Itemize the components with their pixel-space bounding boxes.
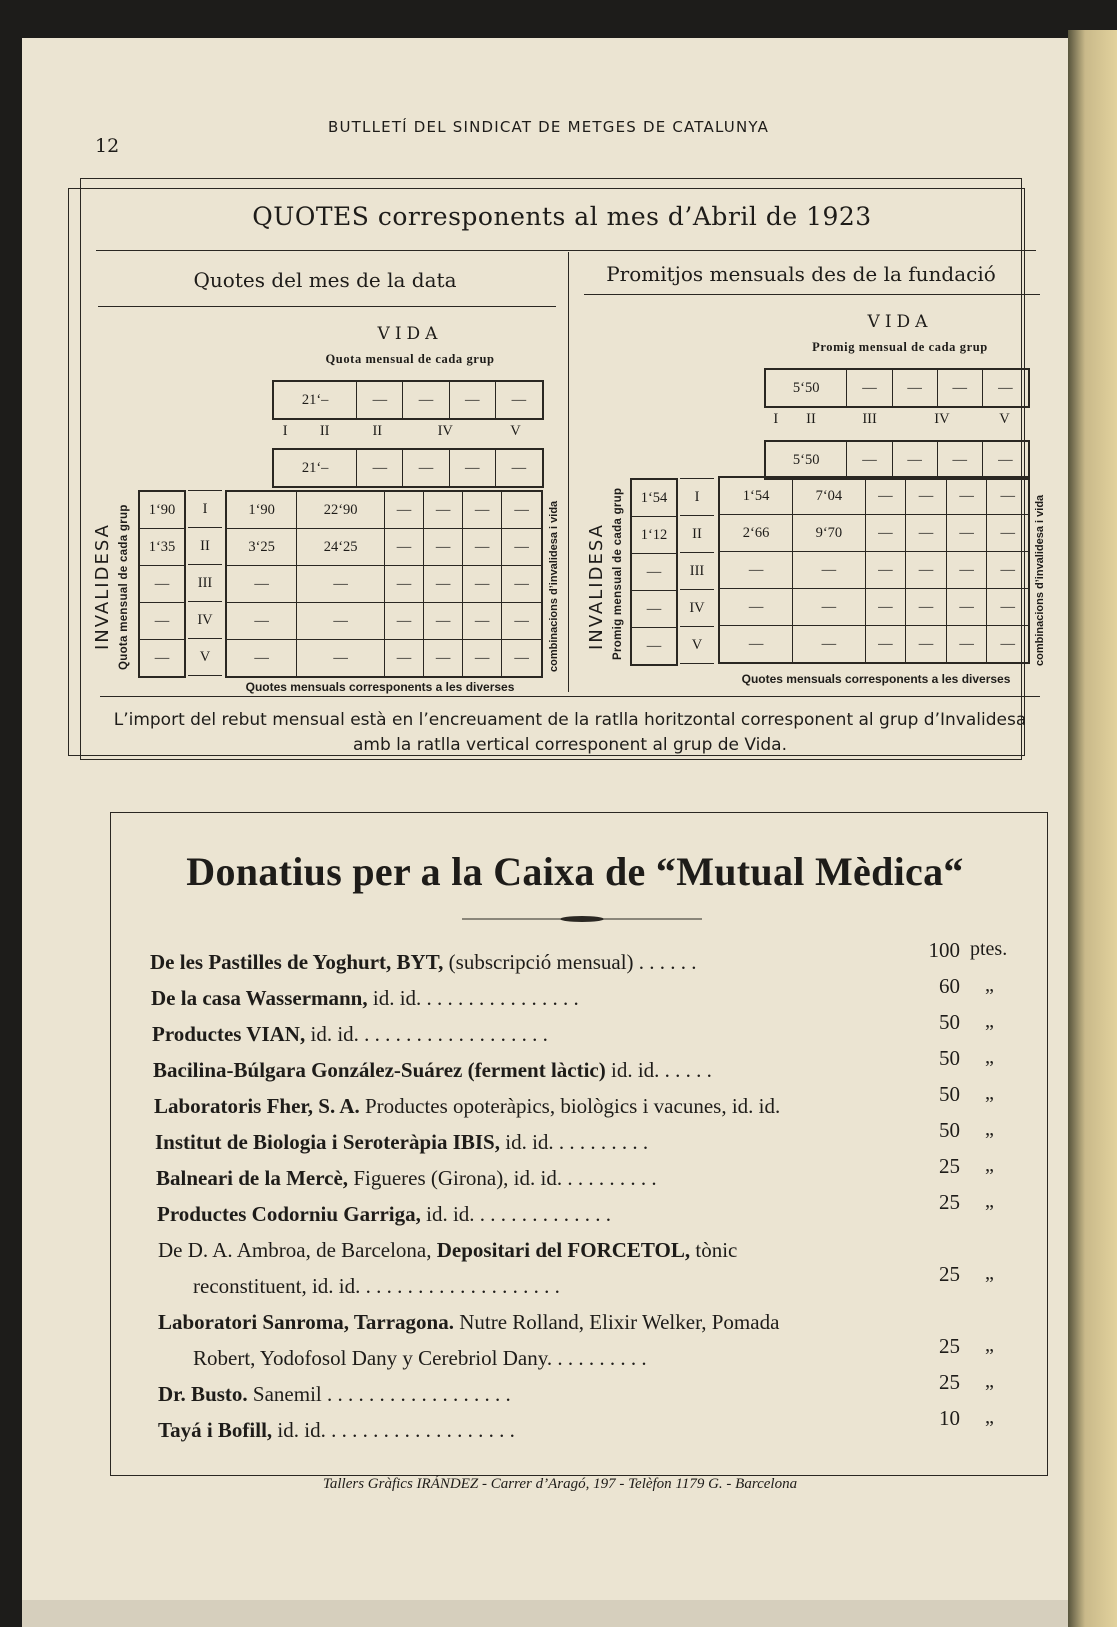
column-divider xyxy=(568,252,569,692)
invalidesa-group-cell: III xyxy=(188,565,222,602)
vida-top-cell: — xyxy=(495,381,543,419)
matrix-cell: — xyxy=(865,515,906,552)
donation-entry-continued: reconstituent, id. id. . . . . . . . . . . . . . . . . . . . xyxy=(193,1274,560,1298)
donation-detail: id. id. . . . . . . . . . . . . . . . . . . xyxy=(272,1418,515,1442)
matrix-cell: — xyxy=(463,566,502,603)
donation-entry-continued: Robert, Yodofosol Dany y Cerebriol Dany. . . . . . . . . . xyxy=(193,1346,647,1370)
matrix-cell: — xyxy=(297,640,385,678)
amount-unit: „ xyxy=(985,1118,994,1140)
matrix-cell: — xyxy=(719,626,793,664)
donor-name: De les Pastilles de Yoghurt, BYT, xyxy=(150,950,444,974)
donor-name: Dr. Busto. xyxy=(158,1382,248,1406)
note-rule xyxy=(100,696,1040,697)
vida-second-cell: 5‘50 xyxy=(765,441,847,479)
right-vida-second-row xyxy=(764,440,1030,480)
matrix-row xyxy=(719,552,1029,589)
vida-group-cell: V xyxy=(999,410,1010,427)
invalidesa-group-cell: IV xyxy=(680,590,714,627)
invalidesa-value-cell: 1‘12 xyxy=(631,517,677,554)
matrix-cell: 3‘25 xyxy=(226,529,297,566)
amount-unit: „ xyxy=(985,974,994,996)
matrix-cell: — xyxy=(463,603,502,640)
vida-second-cell: — xyxy=(937,441,982,479)
invalidesa-value-cell: — xyxy=(631,591,677,628)
donor-name: Laboratori Sanroma, Tarragona. xyxy=(158,1310,454,1334)
matrix-cell: — xyxy=(865,552,906,589)
matrix-cell: — xyxy=(946,626,987,664)
amount-unit: „ xyxy=(985,1262,994,1284)
matrix-cell: — xyxy=(987,589,1029,626)
donation-amount: 50 xyxy=(939,1082,960,1106)
invalidesa-value-cell: 1‘54 xyxy=(631,479,677,517)
printer-footer: Tallers Gràfics IRÁNDEZ - Carrer d’Aragó, 197 - Telèfon 1179 G. - Barcelona xyxy=(322,1476,798,1492)
left-heading: Quotes del mes de la data xyxy=(193,268,457,292)
right-invalidesa-groups xyxy=(680,478,714,664)
import-note-line-2: amb la ratlla vertical corresponent al grup de Vida. xyxy=(352,735,788,755)
matrix-cell: — xyxy=(719,552,793,589)
running-head: BUTLLETÍ DEL SINDICAT DE METGES DE CATALUNYA xyxy=(328,118,770,136)
matrix-cell: 22‘90 xyxy=(297,491,385,529)
left-invalidesa-sub: Quota mensual de cada grup xyxy=(118,504,130,670)
matrix-row xyxy=(226,640,542,678)
matrix-cell: — xyxy=(987,477,1029,515)
donation-detail: id. id. . . . . . . . . . xyxy=(499,1130,649,1154)
matrix-row xyxy=(719,477,1029,515)
donor-name: Productes VIAN, xyxy=(152,1022,306,1046)
matrix-row xyxy=(719,515,1029,552)
amount-unit: „ xyxy=(985,1154,994,1176)
ornament-rule-icon xyxy=(462,915,702,923)
matrix-cell: — xyxy=(987,626,1029,664)
matrix-cell: — xyxy=(297,603,385,640)
amount-unit: „ xyxy=(985,1370,994,1392)
matrix-cell: — xyxy=(424,491,463,529)
donation-entry xyxy=(154,1094,780,1119)
matrix-cell: — xyxy=(463,640,502,678)
matrix-cell: 9‘70 xyxy=(793,515,865,552)
right-vida: VIDA xyxy=(867,312,933,332)
import-note xyxy=(90,708,1050,758)
title-rule xyxy=(96,250,1036,251)
donation-detail: id. id. . . . . . . . . . . . . . . . xyxy=(367,986,579,1010)
matrix-cell: — xyxy=(502,640,542,678)
matrix-cell: — xyxy=(502,491,542,529)
vida-second-cell: — xyxy=(847,441,892,479)
donation-amount: 10 xyxy=(939,1406,960,1430)
donations-title: Donatius per a la Caixa de “Mutual Mèdica“ xyxy=(186,849,964,894)
vida-top-cell: — xyxy=(847,369,892,407)
matrix-cell: 2‘66 xyxy=(719,515,793,552)
donor-name: Laboratoris Fher, S. A. xyxy=(154,1094,360,1118)
right-invalidesa-label: INVALIDESA xyxy=(586,523,607,650)
donor-name: Balneari de la Mercè, xyxy=(156,1166,349,1190)
matrix-cell: 24‘25 xyxy=(297,529,385,566)
donation-entry xyxy=(158,1238,737,1263)
donation-entry xyxy=(158,1310,779,1335)
right-vida-top-row xyxy=(764,368,1030,408)
vida-second-cell: 21‘– xyxy=(273,449,357,487)
invalidesa-group-cell: IV xyxy=(188,602,222,639)
vida-top-cell: — xyxy=(937,369,982,407)
matrix-cell: — xyxy=(906,552,947,589)
left-heading-rule xyxy=(98,306,556,307)
matrix-row xyxy=(719,626,1029,664)
donation-detail: Productes opoteràpics, biològics i vacunes, id. id. xyxy=(359,1094,781,1118)
matrix-cell: 1‘54 xyxy=(719,477,793,515)
donor-name: Institut de Biologia i Seroteràpia IBIS, xyxy=(155,1130,500,1154)
donation-amount: 100 xyxy=(928,938,960,962)
matrix-cell: — xyxy=(502,603,542,640)
vida-top-cell: — xyxy=(357,381,403,419)
matrix-cell: — xyxy=(385,491,424,529)
donation-entry xyxy=(156,1166,657,1191)
title-ornament xyxy=(462,908,702,916)
right-invalidesa-sub: Promig mensual de cada grup xyxy=(612,487,624,660)
donor-name: Productes Codorniu Garriga, xyxy=(157,1202,421,1226)
matrix-cell: — xyxy=(946,552,987,589)
donation-detail: De D. A. Ambroa, de Barcelona, xyxy=(158,1238,437,1262)
right-subheading: Promig mensual de cada grup xyxy=(812,340,988,354)
donation-amount: 25 xyxy=(939,1262,960,1286)
left-subheading: Quota mensual de cada grup xyxy=(325,352,495,366)
donation-detail: id. id. . . . . . xyxy=(605,1058,712,1082)
invalidesa-group-cell: II xyxy=(188,528,222,565)
left-side-caption: combinacions d’invalidesa i vida xyxy=(548,500,560,672)
amount-unit: „ xyxy=(985,1046,994,1068)
donation-detail: id. id. . . . . . . . . . . . . . . . . . . xyxy=(305,1022,548,1046)
matrix-row xyxy=(226,491,542,529)
right-heading-rule xyxy=(584,294,1040,295)
matrix-cell: 1‘90 xyxy=(226,491,297,529)
matrix-cell: — xyxy=(502,529,542,566)
invalidesa-group-cell: V xyxy=(188,639,222,676)
vida-group-cell: V xyxy=(510,422,521,439)
donation-detail: Figueres (Girona), id. id. . . . . . . . . . xyxy=(348,1166,657,1190)
invalidesa-value-cell: 1‘90 xyxy=(139,491,185,529)
vida-group-cell: II xyxy=(806,410,816,427)
vida-second-cell: — xyxy=(403,449,449,487)
left-invalidesa-groups xyxy=(188,490,222,676)
quotes-title: QUOTES corresponents al mes d’Abril de 1923 xyxy=(252,202,872,231)
amount-unit: ptes. xyxy=(970,938,1008,960)
page-bottom-margin xyxy=(22,1600,1068,1627)
amount-unit: „ xyxy=(985,1334,994,1356)
right-invalidesa-values xyxy=(630,478,678,666)
matrix-cell: — xyxy=(385,566,424,603)
invalidesa-group-cell: I xyxy=(680,479,714,516)
matrix-row xyxy=(226,603,542,640)
donation-entry xyxy=(152,1022,548,1047)
vida-top-cell: — xyxy=(403,381,449,419)
right-bottom-caption: Quotes mensuals corresponents a les diverses xyxy=(741,672,1011,686)
donation-detail: (subscripció mensual) . . . . . . xyxy=(443,950,697,974)
vida-group-cell: IV xyxy=(437,422,453,439)
matrix-cell: — xyxy=(424,529,463,566)
donation-amount: 50 xyxy=(939,1010,960,1034)
matrix-cell: — xyxy=(865,589,906,626)
vida-top-cell: 5‘50 xyxy=(765,369,847,407)
vida-group-cell: I xyxy=(282,422,288,439)
donor-name: Bacilina-Búlgara González-Suárez (ferment làctic) xyxy=(153,1058,606,1082)
matrix-cell: — xyxy=(906,477,947,515)
matrix-cell: — xyxy=(385,529,424,566)
vida-second-cell: — xyxy=(449,449,495,487)
matrix-cell: — xyxy=(226,640,297,678)
donation-entry xyxy=(157,1202,611,1227)
vida-second-cell: — xyxy=(495,449,543,487)
invalidesa-value-cell: — xyxy=(139,603,185,640)
matrix-cell: — xyxy=(424,603,463,640)
right-side-caption: combinacions d’invalidesa i vida xyxy=(1034,494,1046,666)
donation-detail: Nutre Rolland, Elixir Welker, Pomada xyxy=(453,1310,780,1334)
vida-group-cell: IV xyxy=(934,410,950,427)
matrix-cell: — xyxy=(719,589,793,626)
vida-second-cell: — xyxy=(982,441,1029,479)
donation-amount: 50 xyxy=(939,1046,960,1070)
amount-unit: „ xyxy=(985,1082,994,1104)
matrix-cell: — xyxy=(987,515,1029,552)
right-vida-group-row xyxy=(764,404,1030,434)
matrix-cell: — xyxy=(463,491,502,529)
vida-second-cell: — xyxy=(357,449,403,487)
donation-detail: Sanemil . . . . . . . . . . . . . . . . . . xyxy=(247,1382,511,1406)
matrix-cell: — xyxy=(946,589,987,626)
donation-amount: 60 xyxy=(939,974,960,998)
vida-group-cell: II xyxy=(319,422,330,439)
donation-entry xyxy=(158,1418,515,1443)
donation-detail: tònic xyxy=(690,1238,738,1262)
matrix-cell: — xyxy=(424,566,463,603)
donation-detail: id. id. . . . . . . . . . . . . . xyxy=(420,1202,612,1226)
matrix-cell: — xyxy=(463,529,502,566)
amount-unit: „ xyxy=(985,1190,994,1212)
left-vida: VIDA xyxy=(377,324,443,344)
matrix-cell: — xyxy=(865,626,906,664)
donor-name: Tayá i Bofill, xyxy=(158,1418,273,1442)
vida-top-cell: — xyxy=(449,381,495,419)
import-note-line-1: L’import del rebut mensual està en l’encreuament de la ratlla horitzontal corresponent al grup d’Invalidesa xyxy=(113,710,1027,730)
matrix-cell: — xyxy=(906,515,947,552)
matrix-cell: — xyxy=(502,566,542,603)
vida-top-cell: 21‘– xyxy=(273,381,357,419)
matrix-cell: — xyxy=(793,626,865,664)
matrix-cell: — xyxy=(906,626,947,664)
right-combination-matrix xyxy=(718,476,1030,664)
right-heading: Promitjos mensuals des de la fundació xyxy=(606,262,996,286)
matrix-cell: — xyxy=(946,515,987,552)
donation-amount: 50 xyxy=(939,1118,960,1142)
matrix-cell: — xyxy=(906,589,947,626)
donation-entry xyxy=(150,950,697,975)
matrix-cell: — xyxy=(865,477,906,515)
donation-amount: 25 xyxy=(939,1334,960,1358)
invalidesa-group-cell: I xyxy=(188,491,222,528)
matrix-row xyxy=(226,529,542,566)
invalidesa-group-cell: III xyxy=(680,553,714,590)
left-vida-top-row xyxy=(272,380,544,420)
matrix-cell: — xyxy=(793,589,865,626)
vida-top-cell: — xyxy=(892,369,937,407)
donation-entry xyxy=(155,1130,648,1155)
invalidesa-group-cell: II xyxy=(680,516,714,553)
vida-second-cell: — xyxy=(892,441,937,479)
donor-name: De la casa Wassermann, xyxy=(151,986,368,1010)
left-invalidesa-label: INVALIDESA xyxy=(92,523,113,650)
vida-group-cell: I xyxy=(773,410,779,427)
book-edge xyxy=(1068,30,1117,1627)
amount-unit: „ xyxy=(985,1010,994,1032)
donation-amount: 25 xyxy=(939,1154,960,1178)
donation-amount: 25 xyxy=(939,1370,960,1394)
page-number: 12 xyxy=(95,135,120,157)
matrix-row xyxy=(226,566,542,603)
invalidesa-value-cell: — xyxy=(139,640,185,678)
matrix-cell: — xyxy=(424,640,463,678)
vida-group-cell: III xyxy=(862,410,877,427)
donation-entry xyxy=(153,1058,712,1083)
matrix-cell: — xyxy=(297,566,385,603)
vida-group-cell: II xyxy=(372,422,383,439)
matrix-cell: — xyxy=(226,566,297,603)
invalidesa-value-cell: 1‘35 xyxy=(139,529,185,566)
vida-top-cell: — xyxy=(982,369,1029,407)
donor-name: Depositari del FORCETOL, xyxy=(436,1238,691,1262)
donation-entry xyxy=(158,1382,511,1407)
matrix-cell: — xyxy=(385,603,424,640)
matrix-cell: — xyxy=(946,477,987,515)
matrix-cell: — xyxy=(226,603,297,640)
matrix-cell: — xyxy=(385,640,424,678)
invalidesa-value-cell: — xyxy=(631,554,677,591)
left-bottom-caption: Quotes mensuals corresponents a les diverses xyxy=(245,680,515,694)
left-invalidesa-values xyxy=(138,490,186,678)
matrix-row xyxy=(719,589,1029,626)
left-vida-second-row xyxy=(272,448,544,488)
amount-unit: „ xyxy=(985,1406,994,1428)
donation-amount: 25 xyxy=(939,1190,960,1214)
invalidesa-value-cell: — xyxy=(631,628,677,666)
matrix-cell: 7‘04 xyxy=(793,477,865,515)
invalidesa-group-cell: V xyxy=(680,627,714,664)
left-vida-group-row xyxy=(272,416,544,446)
invalidesa-value-cell: — xyxy=(139,566,185,603)
matrix-cell: — xyxy=(793,552,865,589)
donation-entry xyxy=(151,986,579,1011)
left-combination-matrix xyxy=(225,490,543,678)
matrix-cell: — xyxy=(987,552,1029,589)
